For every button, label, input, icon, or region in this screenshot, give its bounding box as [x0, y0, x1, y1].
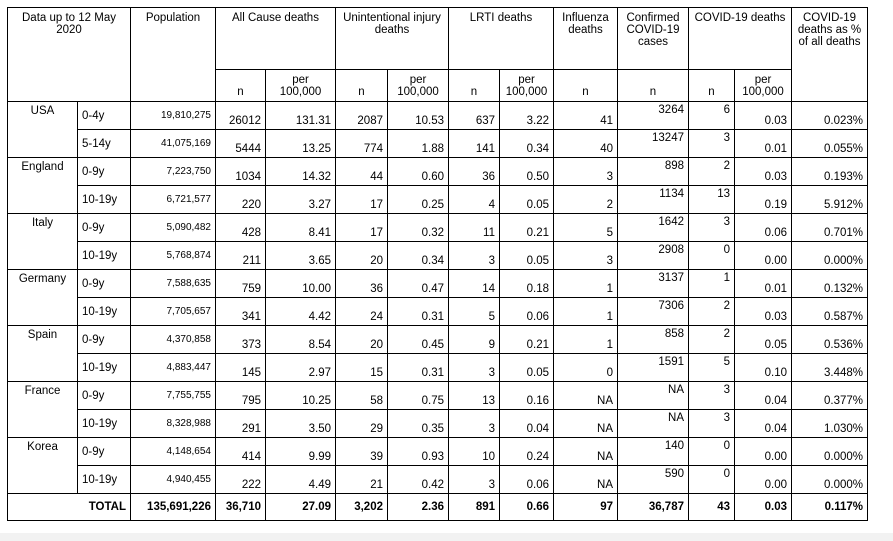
- age-group-cell: 0-9y: [78, 438, 131, 466]
- population-cell: 4,883,447: [131, 354, 216, 382]
- all-cause-rate-cell: 13.25: [266, 130, 336, 158]
- age-group-cell: 10-19y: [78, 410, 131, 438]
- covid-deaths-n-cell: 0: [689, 438, 735, 466]
- population-cell: 7,755,755: [131, 382, 216, 410]
- unintentional-n-cell: 774: [336, 130, 388, 158]
- all-cause-n-cell: 222: [216, 466, 266, 494]
- all-cause-n-cell: 26012: [216, 102, 266, 130]
- total-unintentional-n: 3,202: [336, 494, 388, 521]
- all-cause-rate-cell: 3.50: [266, 410, 336, 438]
- lrti-rate-cell: 0.05: [500, 354, 554, 382]
- confirmed-n-cell: 1134: [618, 186, 689, 214]
- table-row: [8, 298, 868, 326]
- lrti-n-cell: 3: [449, 242, 500, 270]
- unintentional-rate-cell: 0.31: [388, 354, 449, 382]
- all-cause-rate-cell: 10.25: [266, 382, 336, 410]
- population-cell: 7,223,750: [131, 158, 216, 186]
- unintentional-rate-cell: 0.47: [388, 270, 449, 298]
- covid-deaths-rate-cell: 0.01: [735, 130, 792, 158]
- covid-deaths-n-cell: 6: [689, 102, 735, 130]
- age-group-cell: 0-9y: [78, 382, 131, 410]
- covid-pct-cell: 0.587%: [792, 298, 868, 326]
- unintentional-rate-cell: 10.53: [388, 102, 449, 130]
- unintentional-n-cell: 29: [336, 410, 388, 438]
- unintentional-rate-cell: 0.93: [388, 438, 449, 466]
- n-subheader: n: [618, 70, 689, 102]
- covid-pct-cell: 0.023%: [792, 102, 868, 130]
- all-cause-header: All Cause deaths: [216, 8, 336, 70]
- lrti-rate-cell: 0.18: [500, 270, 554, 298]
- table-row: [8, 130, 868, 158]
- n-subheader: n: [216, 70, 266, 102]
- influenza-n-cell: NA: [554, 438, 618, 466]
- unintentional-n-cell: 17: [336, 186, 388, 214]
- covid-deaths-rate-cell: 0.06: [735, 214, 792, 242]
- influenza-n-cell: 40: [554, 130, 618, 158]
- influenza-header: Influenza deaths: [554, 8, 618, 70]
- unintentional-rate-cell: 0.32: [388, 214, 449, 242]
- lrti-n-cell: 637: [449, 102, 500, 130]
- population-cell: 4,940,455: [131, 466, 216, 494]
- unintentional-rate-cell: 0.34: [388, 242, 449, 270]
- rate-subheader: per 100,000: [500, 70, 554, 102]
- lrti-rate-cell: 0.50: [500, 158, 554, 186]
- covid-deaths-n-cell: 3: [689, 382, 735, 410]
- age-group-cell: 5-14y: [78, 130, 131, 158]
- country-cell: Spain: [8, 326, 78, 382]
- table-row: [8, 242, 868, 270]
- unintentional-n-cell: 20: [336, 326, 388, 354]
- covid-deaths-rate-cell: 0.10: [735, 354, 792, 382]
- covid-deaths-rate-cell: 0.00: [735, 438, 792, 466]
- lrti-rate-cell: 3.22: [500, 102, 554, 130]
- lrti-rate-cell: 0.16: [500, 382, 554, 410]
- population-cell: 41,075,169: [131, 130, 216, 158]
- covid-deaths-rate-cell: 0.04: [735, 382, 792, 410]
- covid-deaths-rate-cell: 0.00: [735, 466, 792, 494]
- total-all-cause-rate: 27.09: [266, 494, 336, 521]
- all-cause-n-cell: 211: [216, 242, 266, 270]
- influenza-n-cell: 5: [554, 214, 618, 242]
- covid-deaths-rate-cell: 0.03: [735, 102, 792, 130]
- all-cause-rate-cell: 3.65: [266, 242, 336, 270]
- population-cell: 4,370,858: [131, 326, 216, 354]
- unintentional-n-cell: 21: [336, 466, 388, 494]
- confirmed-n-cell: 13247: [618, 130, 689, 158]
- lrti-rate-cell: 0.05: [500, 186, 554, 214]
- lrti-n-cell: 3: [449, 466, 500, 494]
- unintentional-header: Unintentional injury deaths: [336, 8, 449, 70]
- n-subheader: n: [689, 70, 735, 102]
- lrti-n-cell: 5: [449, 298, 500, 326]
- all-cause-rate-cell: 4.42: [266, 298, 336, 326]
- covid-pct-cell: 0.701%: [792, 214, 868, 242]
- table-row: [8, 158, 868, 186]
- all-cause-rate-cell: 14.32: [266, 158, 336, 186]
- confirmed-n-cell: 3264: [618, 102, 689, 130]
- covid-pct-cell: 0.536%: [792, 326, 868, 354]
- rate-subheader: per 100,000: [735, 70, 792, 102]
- covid-pct-cell: 1.030%: [792, 410, 868, 438]
- covid-pct-cell: 0.377%: [792, 382, 868, 410]
- all-cause-n-cell: 759: [216, 270, 266, 298]
- influenza-n-cell: 1: [554, 326, 618, 354]
- lrti-n-cell: 11: [449, 214, 500, 242]
- covid-deaths-n-cell: 13: [689, 186, 735, 214]
- unintentional-n-cell: 39: [336, 438, 388, 466]
- all-cause-rate-cell: 10.00: [266, 270, 336, 298]
- population-cell: 5,768,874: [131, 242, 216, 270]
- covid-deaths-rate-cell: 0.19: [735, 186, 792, 214]
- confirmed-n-cell: 1642: [618, 214, 689, 242]
- confirmed-n-cell: 1591: [618, 354, 689, 382]
- population-cell: 8,328,988: [131, 410, 216, 438]
- table-row: [8, 410, 868, 438]
- n-subheader: n: [336, 70, 388, 102]
- lrti-rate-cell: 0.06: [500, 298, 554, 326]
- unintentional-rate-cell: 1.88: [388, 130, 449, 158]
- unintentional-n-cell: 24: [336, 298, 388, 326]
- covid-pct-header: COVID-19 deaths as % of all deaths: [792, 8, 868, 102]
- all-cause-n-cell: 341: [216, 298, 266, 326]
- table-row: [8, 438, 868, 466]
- total-influenza-n: 97: [554, 494, 618, 521]
- covid-deaths-n-cell: 2: [689, 298, 735, 326]
- lrti-n-cell: 3: [449, 410, 500, 438]
- population-cell: 7,705,657: [131, 298, 216, 326]
- covid-pct-cell: 0.000%: [792, 438, 868, 466]
- total-label: TOTAL: [8, 494, 131, 521]
- population-cell: 5,090,482: [131, 214, 216, 242]
- age-group-cell: 0-9y: [78, 326, 131, 354]
- all-cause-n-cell: 414: [216, 438, 266, 466]
- total-lrti-rate: 0.66: [500, 494, 554, 521]
- country-cell: Korea: [8, 438, 78, 494]
- age-group-cell: 0-9y: [78, 158, 131, 186]
- population-cell: 6,721,577: [131, 186, 216, 214]
- unintentional-n-cell: 17: [336, 214, 388, 242]
- population-cell: 7,588,635: [131, 270, 216, 298]
- age-group-cell: 0-4y: [78, 102, 131, 130]
- n-subheader: n: [554, 70, 618, 102]
- page-footer-strip: [0, 533, 893, 541]
- influenza-n-cell: NA: [554, 466, 618, 494]
- unintentional-n-cell: 58: [336, 382, 388, 410]
- all-cause-n-cell: 1034: [216, 158, 266, 186]
- influenza-n-cell: NA: [554, 410, 618, 438]
- country-cell: England: [8, 158, 78, 214]
- all-cause-n-cell: 428: [216, 214, 266, 242]
- unintentional-rate-cell: 0.42: [388, 466, 449, 494]
- confirmed-n-cell: 898: [618, 158, 689, 186]
- total-covid-pct: 0.117%: [792, 494, 868, 521]
- covid-deaths-n-cell: 5: [689, 354, 735, 382]
- table-row: [8, 326, 868, 354]
- age-group-cell: 0-9y: [78, 214, 131, 242]
- rate-subheader: per 100,000: [266, 70, 336, 102]
- age-group-cell: 10-19y: [78, 298, 131, 326]
- confirmed-n-cell: 140: [618, 438, 689, 466]
- country-cell: Germany: [8, 270, 78, 326]
- covid-pct-cell: 5.912%: [792, 186, 868, 214]
- lrti-rate-cell: 0.21: [500, 214, 554, 242]
- lrti-n-cell: 4: [449, 186, 500, 214]
- lrti-n-cell: 141: [449, 130, 500, 158]
- all-cause-n-cell: 373: [216, 326, 266, 354]
- covid-pct-cell: 3.448%: [792, 354, 868, 382]
- table-row: [8, 186, 868, 214]
- lrti-rate-cell: 0.34: [500, 130, 554, 158]
- all-cause-rate-cell: 131.31: [266, 102, 336, 130]
- covid-pct-cell: 0.132%: [792, 270, 868, 298]
- unintentional-n-cell: 20: [336, 242, 388, 270]
- total-row: [8, 494, 868, 521]
- covid-deaths-n-cell: 2: [689, 326, 735, 354]
- total-unintentional-rate: 2.36: [388, 494, 449, 521]
- lrti-n-cell: 13: [449, 382, 500, 410]
- data-up-to-label: Data up to 12 May 2020: [8, 8, 131, 102]
- covid-deaths-n-cell: 3: [689, 214, 735, 242]
- unintentional-n-cell: 44: [336, 158, 388, 186]
- covid-deaths-n-cell: 0: [689, 242, 735, 270]
- table-row: [8, 466, 868, 494]
- covid-deaths-rate-cell: 0.03: [735, 158, 792, 186]
- covid-deaths-header: COVID-19 deaths: [689, 8, 792, 70]
- influenza-n-cell: 2: [554, 186, 618, 214]
- confirmed-n-cell: 7306: [618, 298, 689, 326]
- all-cause-rate-cell: 8.41: [266, 214, 336, 242]
- table-row: [8, 270, 868, 298]
- unintentional-rate-cell: 0.31: [388, 298, 449, 326]
- all-cause-n-cell: 5444: [216, 130, 266, 158]
- covid-pct-cell: 0.055%: [792, 130, 868, 158]
- unintentional-rate-cell: 0.45: [388, 326, 449, 354]
- mortality-table: [7, 7, 868, 521]
- lrti-rate-cell: 0.05: [500, 242, 554, 270]
- covid-deaths-n-cell: 2: [689, 158, 735, 186]
- unintentional-rate-cell: 0.60: [388, 158, 449, 186]
- age-group-cell: 10-19y: [78, 242, 131, 270]
- influenza-n-cell: 3: [554, 158, 618, 186]
- unintentional-n-cell: 2087: [336, 102, 388, 130]
- table-row: [8, 382, 868, 410]
- lrti-header: LRTI deaths: [449, 8, 554, 70]
- covid-pct-cell: 0.000%: [792, 466, 868, 494]
- influenza-n-cell: 41: [554, 102, 618, 130]
- confirmed-n-cell: 2908: [618, 242, 689, 270]
- confirmed-n-cell: NA: [618, 410, 689, 438]
- age-group-cell: 10-19y: [78, 186, 131, 214]
- covid-deaths-n-cell: 3: [689, 410, 735, 438]
- covid-deaths-rate-cell: 0.03: [735, 298, 792, 326]
- total-lrti-n: 891: [449, 494, 500, 521]
- all-cause-n-cell: 220: [216, 186, 266, 214]
- table-row: [8, 102, 868, 130]
- lrti-n-cell: 10: [449, 438, 500, 466]
- lrti-n-cell: 14: [449, 270, 500, 298]
- covid-pct-cell: 0.193%: [792, 158, 868, 186]
- confirmed-n-cell: NA: [618, 382, 689, 410]
- total-population: 135,691,226: [131, 494, 216, 521]
- lrti-rate-cell: 0.06: [500, 466, 554, 494]
- influenza-n-cell: 3: [554, 242, 618, 270]
- total-covid-deaths-rate: 0.03: [735, 494, 792, 521]
- covid-deaths-rate-cell: 0.05: [735, 326, 792, 354]
- all-cause-n-cell: 145: [216, 354, 266, 382]
- total-all-cause-n: 36,710: [216, 494, 266, 521]
- covid-deaths-rate-cell: 0.01: [735, 270, 792, 298]
- population-cell: 4,148,654: [131, 438, 216, 466]
- lrti-n-cell: 3: [449, 354, 500, 382]
- age-group-cell: 0-9y: [78, 270, 131, 298]
- lrti-n-cell: 9: [449, 326, 500, 354]
- table-row: [8, 214, 868, 242]
- age-group-cell: 10-19y: [78, 466, 131, 494]
- country-cell: Italy: [8, 214, 78, 270]
- country-cell: France: [8, 382, 78, 438]
- influenza-n-cell: 1: [554, 270, 618, 298]
- age-group-cell: 10-19y: [78, 354, 131, 382]
- confirmed-n-cell: 858: [618, 326, 689, 354]
- lrti-rate-cell: 0.24: [500, 438, 554, 466]
- confirmed-n-cell: 3137: [618, 270, 689, 298]
- all-cause-rate-cell: 8.54: [266, 326, 336, 354]
- influenza-n-cell: 0: [554, 354, 618, 382]
- unintentional-rate-cell: 0.25: [388, 186, 449, 214]
- unintentional-n-cell: 36: [336, 270, 388, 298]
- unintentional-n-cell: 15: [336, 354, 388, 382]
- rate-subheader: per 100,000: [388, 70, 449, 102]
- n-subheader: n: [449, 70, 500, 102]
- covid-deaths-rate-cell: 0.00: [735, 242, 792, 270]
- covid-deaths-rate-cell: 0.04: [735, 410, 792, 438]
- confirmed-header: Confirmed COVID-19 cases: [618, 8, 689, 70]
- total-confirmed-n: 36,787: [618, 494, 689, 521]
- lrti-rate-cell: 0.04: [500, 410, 554, 438]
- influenza-n-cell: 1: [554, 298, 618, 326]
- all-cause-rate-cell: 4.49: [266, 466, 336, 494]
- country-cell: USA: [8, 102, 78, 158]
- total-covid-deaths-n: 43: [689, 494, 735, 521]
- covid-deaths-n-cell: 0: [689, 466, 735, 494]
- all-cause-rate-cell: 2.97: [266, 354, 336, 382]
- population-header: Population: [131, 8, 216, 102]
- covid-deaths-n-cell: 3: [689, 130, 735, 158]
- lrti-n-cell: 36: [449, 158, 500, 186]
- covid-deaths-n-cell: 1: [689, 270, 735, 298]
- all-cause-rate-cell: 9.99: [266, 438, 336, 466]
- all-cause-n-cell: 291: [216, 410, 266, 438]
- influenza-n-cell: NA: [554, 382, 618, 410]
- unintentional-rate-cell: 0.35: [388, 410, 449, 438]
- lrti-rate-cell: 0.21: [500, 326, 554, 354]
- all-cause-rate-cell: 3.27: [266, 186, 336, 214]
- confirmed-n-cell: 590: [618, 466, 689, 494]
- unintentional-rate-cell: 0.75: [388, 382, 449, 410]
- all-cause-n-cell: 795: [216, 382, 266, 410]
- population-cell: 19,810,275: [131, 102, 216, 130]
- covid-pct-cell: 0.000%: [792, 242, 868, 270]
- table-row: [8, 354, 868, 382]
